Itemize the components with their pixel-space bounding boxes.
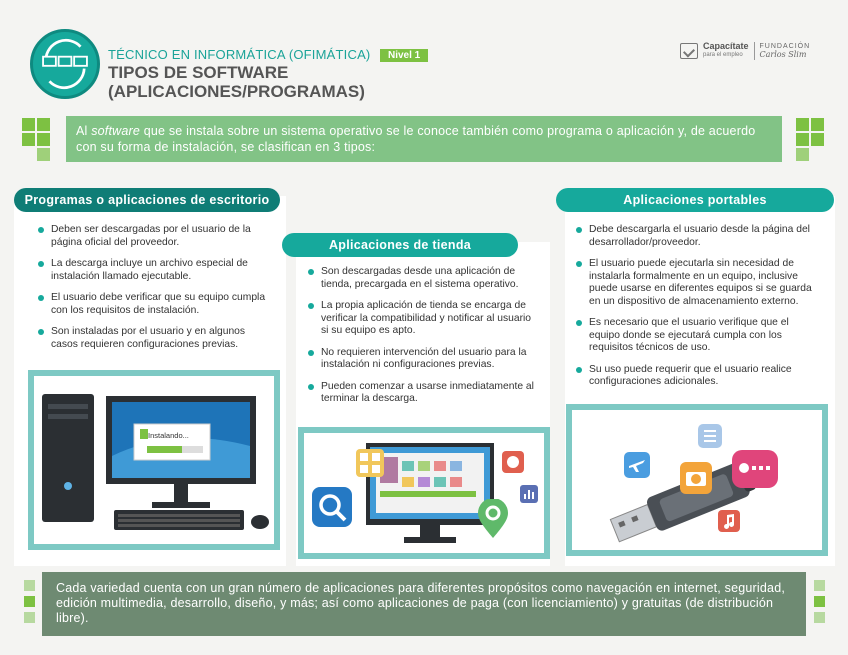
- calendar-icon: [356, 449, 384, 477]
- portable-list: [576, 224, 816, 398]
- list-item: Pueden comenzar a usarse inmediatamente al terminar la descarga.: [308, 381, 540, 406]
- brand-capacitate-tagline: para el empleo: [703, 52, 743, 58]
- intro-italic: software: [91, 124, 141, 138]
- brand-capacitate-name: Capacítate: [703, 41, 749, 51]
- course-subtitle: TÉCNICO EN INFORMÁTICA (OFIMÁTICA): [108, 47, 371, 62]
- desktop-column-title: Programas o aplicaciones de escritorio: [14, 188, 280, 212]
- intro-after: que se instala sobre un sistema operativo se le conoce también como programa o aplicación y, de acuerdo con su forma de instalación, se clasifican en 3 tipos:: [76, 124, 756, 154]
- intro-banner: [66, 116, 782, 162]
- brand-fundacion: [760, 43, 811, 59]
- page-title: [108, 63, 408, 101]
- store-illustration: [298, 427, 550, 559]
- list-item: Son instaladas por el usuario y en algunos casos requieren configuraciones previas.: [38, 326, 270, 351]
- portable-illustration: [566, 404, 828, 556]
- title-line-2: (APLICACIONES/PROGRAMAS): [108, 82, 365, 101]
- list-item: La descarga incluye un archivo especial de instalación llamado ejecutable.: [38, 258, 270, 283]
- installing-text: Instalando...: [148, 431, 189, 440]
- monitors-logo-icon: [33, 32, 97, 96]
- title-line-1: TIPOS DE SOFTWARE: [108, 63, 289, 82]
- store-list: [308, 266, 540, 415]
- list-item: El usuario debe verificar que su equipo cumpla con los requisitos de instalación.: [38, 292, 270, 317]
- level-badge: Nivel 1: [380, 49, 428, 62]
- food-icon: [502, 451, 524, 473]
- search-icon: [312, 487, 352, 527]
- keyboard-and-mouse: [34, 376, 274, 544]
- airplane-icon: [624, 452, 650, 478]
- brand-fundacion-name: Carlos Slim: [759, 50, 807, 59]
- list-item: Deben ser descargadas por el usuario de la página oficial del proveedor.: [38, 224, 270, 249]
- desktop-list: [38, 224, 270, 360]
- list-item: La propia aplicación de tienda se encarga de verificar la compatibilidad y notificar al usuario si su equipo es apto.: [308, 300, 540, 338]
- brand-divider: [754, 42, 755, 60]
- footer-note: Cada variedad cuenta con un gran número de aplicaciones para diferentes propósitos como navegación en internet, seguridad, edición multimedia, desarrollo, diseño, y más; así como aplicaciones de paga (con licenciamiento) y gratuitas (de distribución libre).: [42, 572, 806, 636]
- brand-logos: [680, 40, 815, 62]
- course-logo: [30, 29, 100, 99]
- list-item: Debe descargarla el usuario desde la página del desarrollador/proveedor.: [576, 224, 816, 249]
- list-item: El usuario puede ejecutarla sin necesidad de instalarla formalmente en un equipo, inclusive puede usarse en diferentes equipos si se guarda en un dispositivo de almacenamiento externo.: [576, 258, 816, 308]
- brand-fundacion-label: FUNDACIÓN: [759, 43, 811, 50]
- capacitate-logo-icon: [680, 43, 698, 59]
- list-item: Es necesario que el usuario verifique que el equipo donde se ejecutará cumpla con los requisitos técnicos de uso.: [576, 317, 816, 355]
- desktop-illustration: [28, 370, 280, 550]
- list-item: Su uso puede requerir que el usuario realice configuraciones adicionales.: [576, 364, 816, 389]
- location-pin-icon: [476, 499, 510, 539]
- document-icon: [698, 424, 722, 448]
- gamepad-icon: [732, 450, 778, 488]
- portable-column-title: Aplicaciones portables: [556, 188, 834, 212]
- list-item: Son descargadas desde una aplicación de tienda, precargada en el sistema operativo.: [308, 266, 540, 291]
- chart-icon: [520, 485, 538, 503]
- list-item: No requieren intervención del usuario para la instalación ni configuraciones previas.: [308, 347, 540, 372]
- music-icon: [718, 510, 740, 532]
- store-column-title: Aplicaciones de tienda: [282, 233, 518, 257]
- camera-icon: [680, 462, 712, 494]
- intro-before: Al: [76, 124, 92, 138]
- brand-capacitate: [703, 42, 749, 60]
